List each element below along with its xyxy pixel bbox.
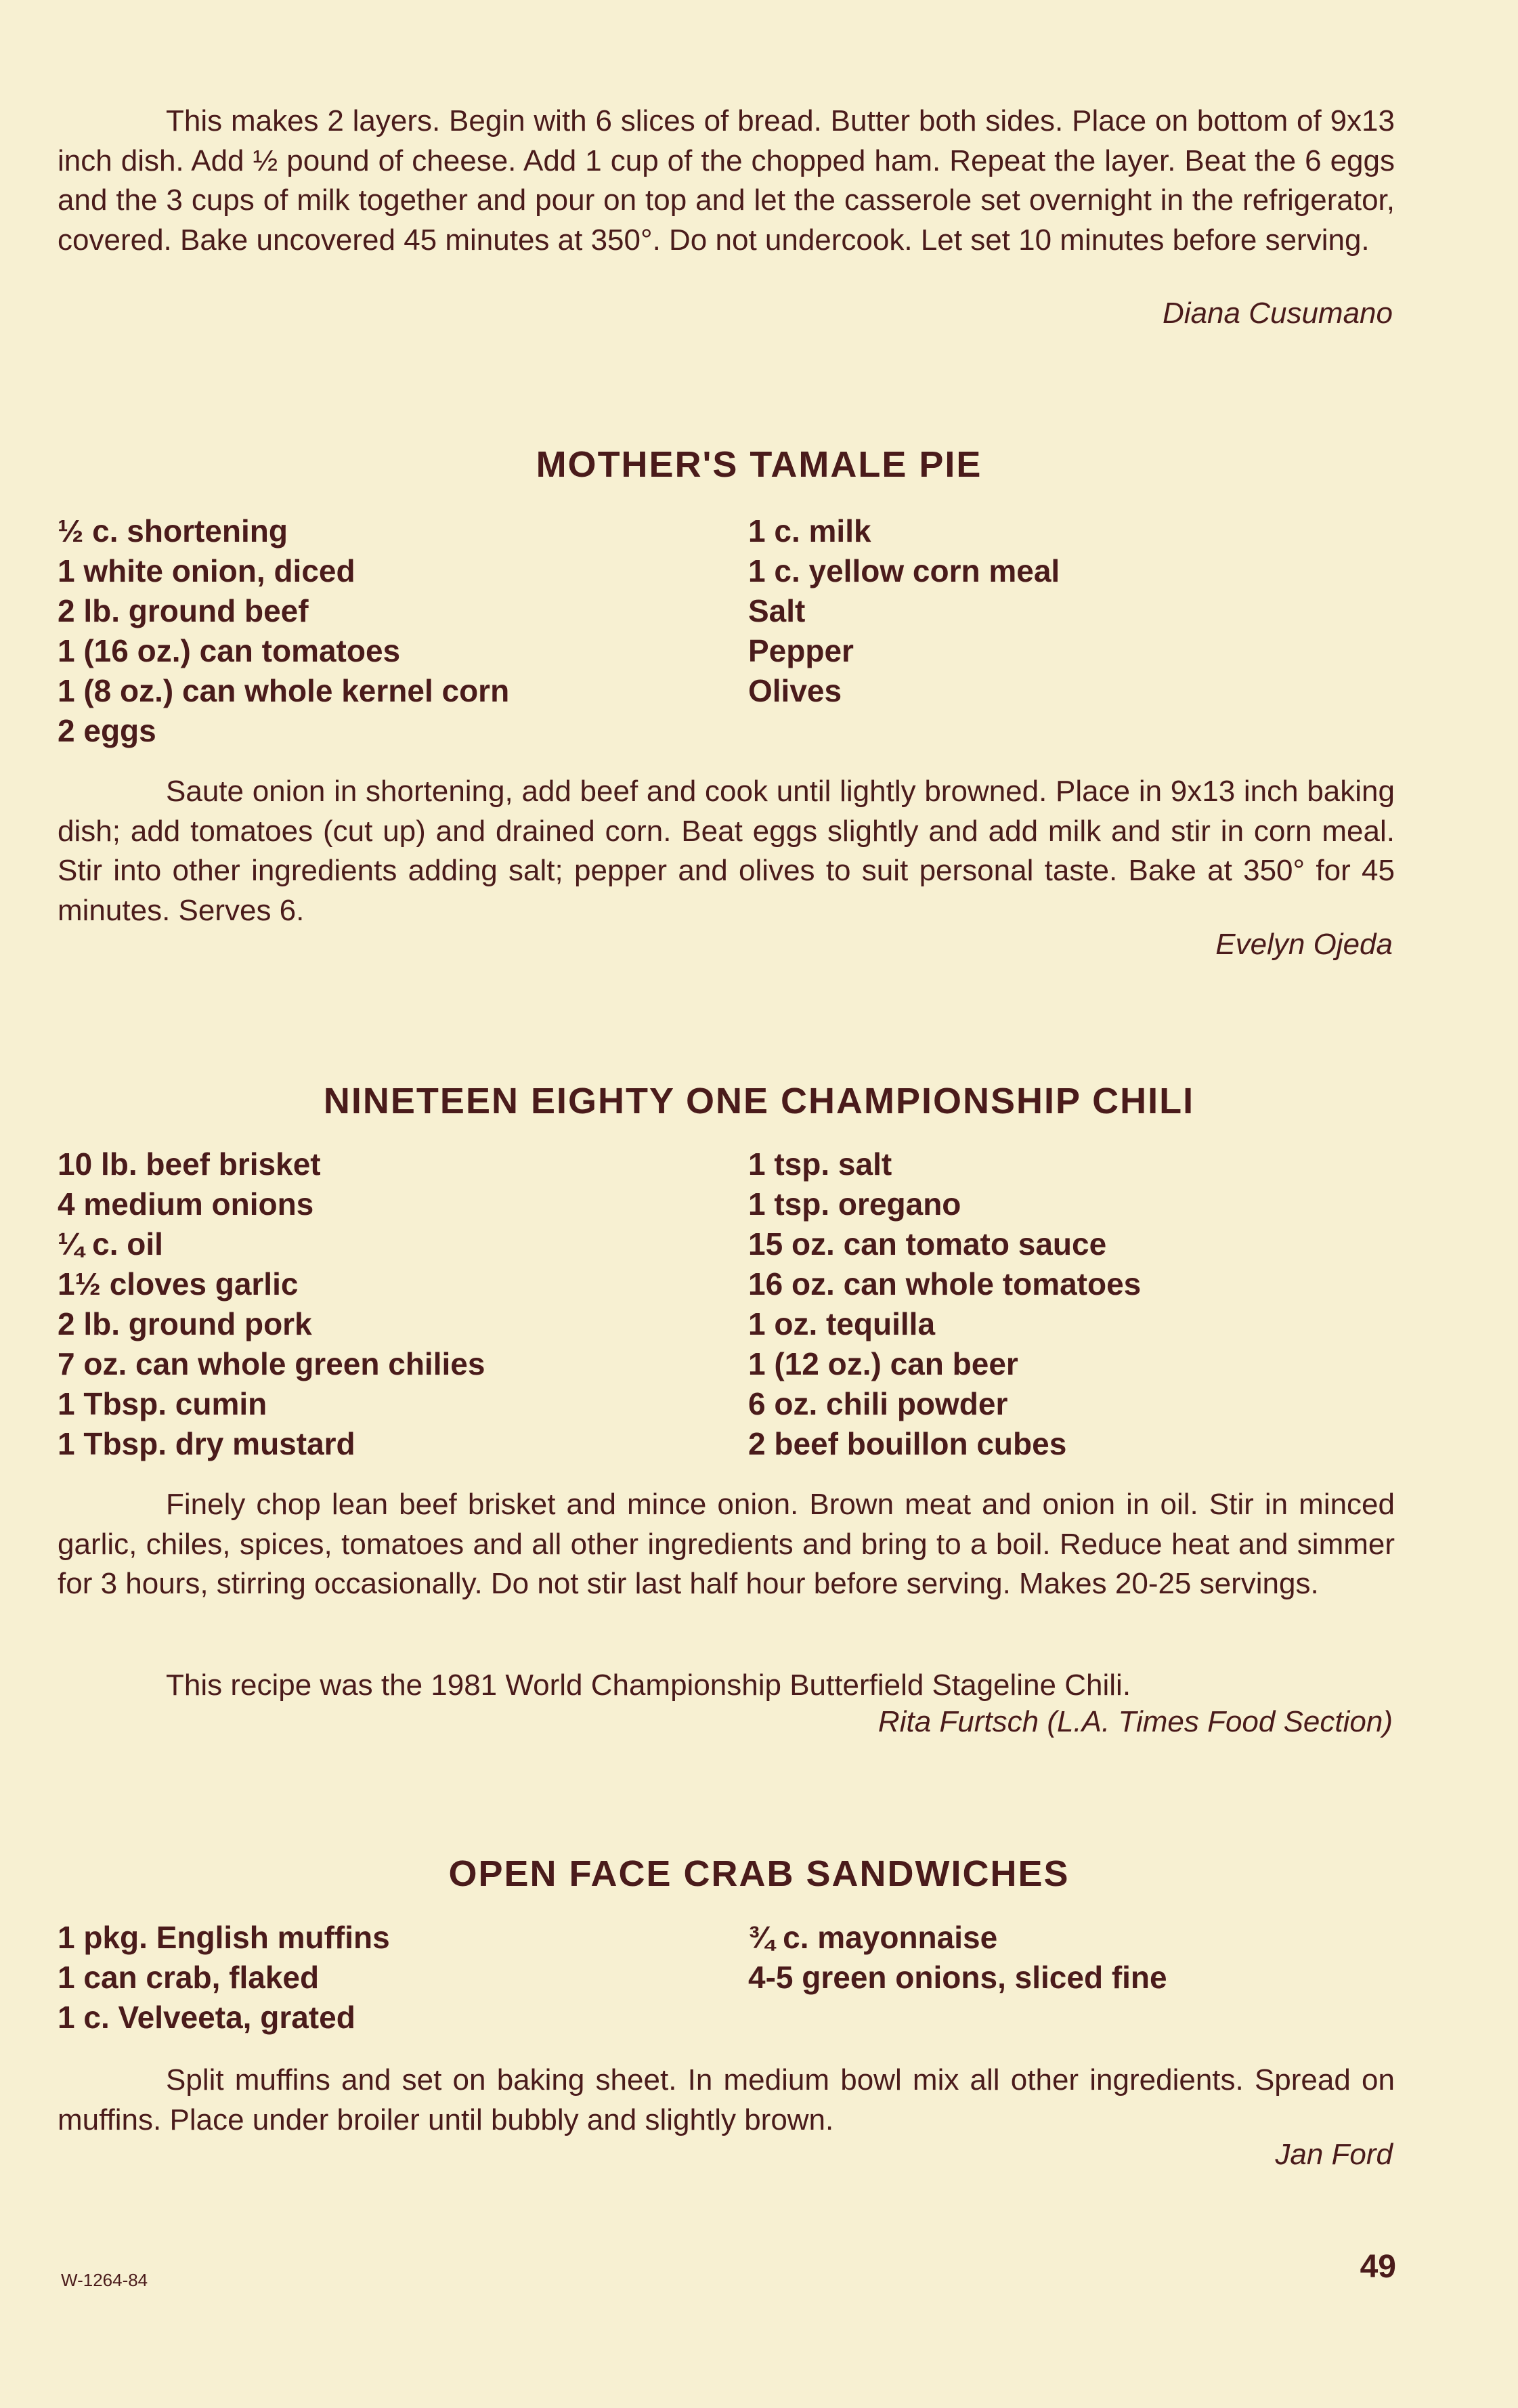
ingredient: 1½ cloves garlic xyxy=(58,1266,299,1302)
ingredient: 1 Tbsp. cumin xyxy=(58,1386,267,1421)
recipe-credit: Jan Ford xyxy=(1275,2138,1393,2171)
recipe-title: NINETEEN EIGHTY ONE CHAMPIONSHIP CHILI xyxy=(323,1081,1195,1121)
ingredient: 1 c. Velveeta, grated xyxy=(58,2000,355,2035)
ingredient: 1 c. yellow corn meal xyxy=(748,553,1060,588)
recipe-credit: Evelyn Ojeda xyxy=(1215,928,1393,961)
recipe-directions: Saute onion in shortening, add beef and cook until lightly browned. Place in 9x13 inch baking dish; add tomatoes (cut up) and drained corn. Beat eggs slightly and add milk and stir in corn meal. Stir into other ingredients adding salt; pepper and olives to suit personal taste. Bake at 350° for 45 minutes. Serves 6. xyxy=(58,775,1395,927)
ingredients-right xyxy=(748,511,1060,711)
ingredient: 2 lb. ground pork xyxy=(58,1306,312,1341)
intro-credit: Diana Cusumano xyxy=(1163,297,1393,330)
ingredient: 1 white onion, diced xyxy=(58,553,355,588)
ingredient: 6 oz. chili powder xyxy=(748,1386,1008,1421)
ingredient: 1 pkg. English muffins xyxy=(58,1920,390,1955)
ingredient: Pepper xyxy=(748,633,854,668)
ingredient: Salt xyxy=(748,593,806,628)
ingredient: ½ c. shortening xyxy=(58,513,288,549)
recipe-directions: Split muffins and set on baking sheet. In medium bowl mix all other ingredients. Spread on muffins. Place under broiler until bubbly and slightly brown. xyxy=(58,2063,1395,2136)
recipe-credit: Rita Furtsch (L.A. Times Food Section) xyxy=(877,1705,1393,1738)
ingredient: 4-5 green onions, sliced fine xyxy=(748,1960,1167,1995)
ingredient: ¾ c. mayonnaise xyxy=(748,1920,998,1955)
recipe-directions: Finely chop lean beef brisket and mince onion. Brown meat and onion in oil. Stir in minced garlic, chiles, spices, tomatoes and all other ingredients and bring to a boil. Reduce heat and simmer for 3 hours, stirring occasionally. Do not stir last half hour before serving. Makes 20-25 servings. xyxy=(58,1488,1395,1600)
ingredient: 1 tsp. salt xyxy=(748,1146,892,1182)
ingredient: 1 c. milk xyxy=(748,513,871,549)
ingredients-left xyxy=(58,511,509,751)
ingredient: 2 lb. ground beef xyxy=(58,593,309,628)
ingredient: 15 oz. can tomato sauce xyxy=(748,1226,1107,1262)
ingredient: 1 (8 oz.) can whole kernel corn xyxy=(58,673,510,708)
intro-paragraph: This makes 2 layers. Begin with 6 slices of bread. Butter both sides. Place on bottom of 9x13 inch dish. Add ½ pound of cheese. Add 1 cup of the chopped ham. Repeat the layer. Beat the 6 eggs and the 3 cups of milk together and pour on top and let the casserole set overnight in the refrigerator, covered. Bake uncovered 45 minutes at 350°. Do not undercook. Let set 10 minutes before serving. xyxy=(58,104,1395,257)
ingredients-left xyxy=(58,1144,485,1464)
ingredient: 1 oz. tequilla xyxy=(748,1306,936,1341)
recipe-title: OPEN FACE CRAB SANDWICHES xyxy=(448,1853,1070,1894)
print-code: W-1264-84 xyxy=(61,2270,148,2290)
ingredient: 2 eggs xyxy=(58,713,156,748)
ingredient: 1 can crab, flaked xyxy=(58,1960,320,1995)
ingredient: 16 oz. can whole tomatoes xyxy=(748,1266,1142,1302)
ingredients-right xyxy=(748,1918,1167,1998)
ingredient: 1 Tbsp. dry mustard xyxy=(58,1426,355,1461)
ingredient: 7 oz. can whole green chilies xyxy=(58,1346,485,1381)
recipe-note: This recipe was the 1981 World Championship Butterfield Stageline Chili. xyxy=(166,1669,1131,1702)
ingredient: 10 lb. beef brisket xyxy=(58,1146,321,1182)
recipe-title: MOTHER'S TAMALE PIE xyxy=(536,444,982,485)
ingredients-left xyxy=(58,1918,390,2038)
ingredient: ¼ c. oil xyxy=(58,1226,163,1262)
ingredient: Olives xyxy=(748,673,842,708)
ingredient: 1 (12 oz.) can beer xyxy=(748,1346,1018,1381)
ingredient: 2 beef bouillon cubes xyxy=(748,1426,1067,1461)
ingredients-right xyxy=(748,1144,1141,1464)
ingredient: 4 medium onions xyxy=(58,1186,314,1222)
page-number: 49 xyxy=(1360,2249,1396,2285)
ingredient: 1 (16 oz.) can tomatoes xyxy=(58,633,401,668)
ingredient: 1 tsp. oregano xyxy=(748,1186,961,1222)
